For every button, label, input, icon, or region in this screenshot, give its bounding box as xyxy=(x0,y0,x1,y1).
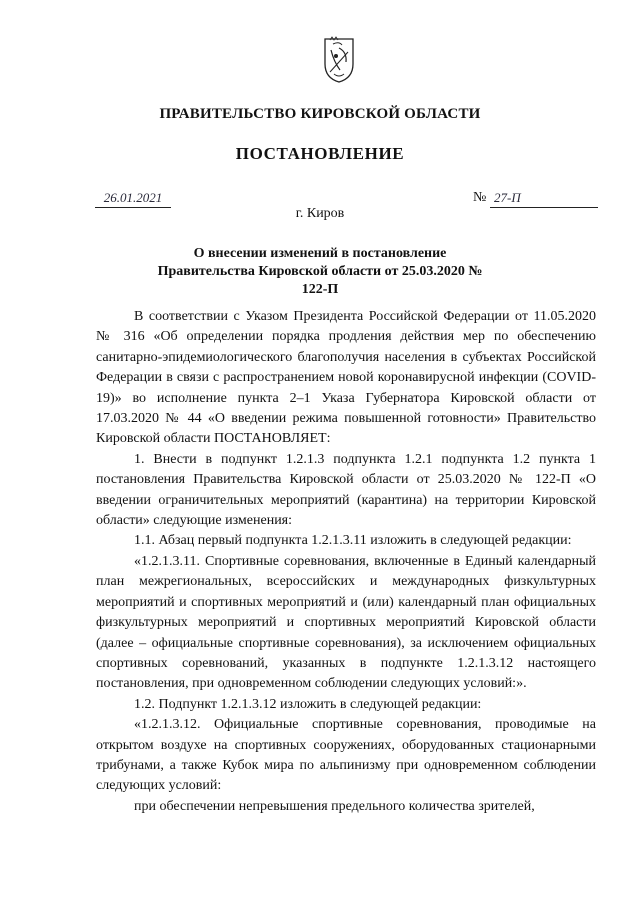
government-title: ПРАВИТЕЛЬСТВО КИРОВСКОЙ ОБЛАСТИ xyxy=(159,106,481,122)
body-paragraph: 1.2. Подпункт 1.2.1.3.12 изложить в следующей редакции: xyxy=(134,696,482,712)
body-paragraph: при обеспечении непревышения предельного количества зрителей, xyxy=(134,798,535,814)
document-body xyxy=(96,307,596,817)
body-paragraph: 1.1. Абзац первый подпункта 1.2.1.3.11 изложить в следующей редакции: xyxy=(134,533,572,549)
document-date: 26.01.2021 xyxy=(95,189,171,208)
document-number: 27-П xyxy=(490,189,598,208)
body-paragraph: 1. Внести в подпункт 1.2.1.3 подпункта 1.2.1 подпункта 1.2 пункта 1 постановления Правительства Кировской области от 25.03.2020 № 122-П «О введении ограничительных мероприятий (карантина) на территории Кировской области» следующие изменения: xyxy=(96,451,596,529)
body-paragraph: В соответствии с Указом Президента Российской Федерации от 11.05.2020 № 316 «Об определении порядка продления действия мер по обеспечению санитарно-эпидемиологического благополучия населения в субъектах Российской Федерации в связи с распространением новой коронавирусной инфекции (COVID-19)» во исполнение пункта 2–1 Указа Губернатора Кировской области от 17.03.2020 № 44 «О введении режима повышенной готовности» Правительство Кировской области ПОСТАНОВЛЯЕТ: xyxy=(96,309,596,447)
body-paragraph: «1.2.1.3.12. Официальные спортивные соревнования, проводимые на открытом воздухе на спортивных сооружениях, оборудованных стационарными трибунами, а также Кубок мира по альпинизму при одновременном соблюдении следующих условий: xyxy=(96,717,596,794)
document-subject: О внесении изменений в постановление Правительства Кировской области от 25.03.2020 № 122-П xyxy=(157,246,483,297)
body-paragraph: «1.2.1.3.11. Спортивные соревнования, включенные в Единый календарный план межрегиональных, всероссийских и международных физкультурных мероприятий и спортивных мероприятий и (или) календарный план официальных физкультурных мероприятий и спортивных мероприятий Кировской области (далее – официальные спортивные соревнования), за исключением официальных спортивных соревнований, указанных в подпункте 1.2.1.3.12 настоящего постановления, при одновременном соблюдении следующих условий:». xyxy=(96,553,596,692)
kirov-region-coat-of-arms-icon xyxy=(322,36,356,84)
document-type-title: ПОСТАНОВЛЕНИЕ xyxy=(235,144,405,163)
number-sign: № xyxy=(473,190,487,205)
city-line: г. Киров xyxy=(295,206,345,221)
